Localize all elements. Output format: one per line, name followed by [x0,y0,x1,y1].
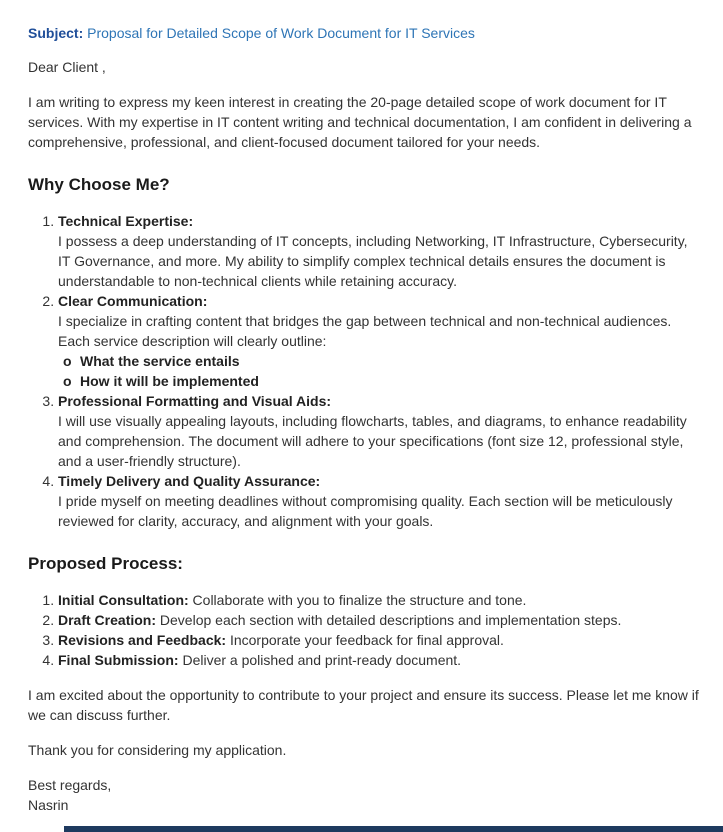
subject-text: Proposal for Detailed Scope of Work Document for IT Services [87,25,475,41]
list-item-title: 4. Timely Delivery and Quality Assurance: [58,473,321,489]
process-item-title: Initial Consultation: [58,592,189,608]
process-item-initial-consultation [58,590,701,610]
sub-bullet-item [63,351,701,371]
process-item-final-submission [58,650,701,670]
process-item-title: Final Submission: [58,652,179,668]
proposed-process-list [28,590,701,670]
process-item-body: Collaborate with you to finalize the structure and tone. [192,592,527,608]
list-item-technical-expertise [58,211,701,291]
process-item-body: Develop each section with detailed descriptions and implementation steps. [159,612,622,628]
sub-bullet-label: What the service entails [80,353,240,369]
list-item-clear-communication [58,291,701,391]
circle-bullet-icon: o [63,373,72,389]
list-item-body: I specialize in crafting content that bridges the gap between technical and non-technical audiences. Each service description will clearly outline: [58,313,672,349]
signature-block [28,775,701,815]
proposed-process-heading: Proposed Process: [28,554,183,573]
why-choose-me-list [28,211,701,531]
list-item-timely-delivery [58,471,701,531]
list-item-body: I possess a deep understanding of IT concepts, including Networking, IT Infrastructure, Cybersecurity, IT Governance, and more. My ability to simplify complex technical details ensures the document is understandable to non-technical clients while retaining accuracy. [58,233,688,289]
sender-name: Nasrin [28,797,69,813]
list-item-title: 2. Clear Communication: [58,293,208,309]
signoff-text: Best regards, [28,777,112,793]
sub-bullet-label: How it will be implemented [80,373,259,389]
why-choose-me-heading: Why Choose Me? [28,175,170,194]
bottom-bar [64,826,723,832]
closing-paragraph: I am excited about the opportunity to contribute to your project and ensure its success. Please let me know if we can discuss further. [28,687,699,723]
process-item-revisions-feedback [58,630,701,650]
process-item-body: Deliver a polished and print-ready document. [182,652,462,668]
list-item-professional-formatting [58,391,701,471]
process-item-title: Revisions and Feedback: [58,632,227,648]
list-item-body: I will use visually appealing layouts, including flowcharts, tables, and diagrams, to enhance readability and comprehension. The document will adhere to your specifications (font size 12, professional style, and a user-friendly structure). [58,413,687,469]
list-item-body: I pride myself on meeting deadlines without compromising quality. Each section will be meticulously reviewed for clarity, accuracy, and alignment with your goals. [58,493,673,529]
thank-you-paragraph: Thank you for considering my application. [28,742,287,758]
greeting: Dear Client , [28,59,106,75]
subject-label: Subject: [28,25,84,41]
list-item-title: 1. Technical Expertise: [58,213,194,229]
intro-paragraph: I am writing to express my keen interest in creating the 20-page detailed scope of work document for IT services. With my expertise in IT content writing and technical documentation, I am confident in delivering a comprehensive, professional, and client-focused document tailored for your needs. [28,94,692,150]
list-item-title: 3. Professional Formatting and Visual Aids: [58,393,332,409]
process-item-draft-creation [58,610,701,630]
process-item-title: Draft Creation: [58,612,157,628]
circle-bullet-icon: o [63,353,72,369]
process-item-body: Incorporate your feedback for final approval. [229,632,504,648]
sub-bullet-list [58,351,701,391]
subject-line [28,23,701,43]
sub-bullet-item [63,371,701,391]
